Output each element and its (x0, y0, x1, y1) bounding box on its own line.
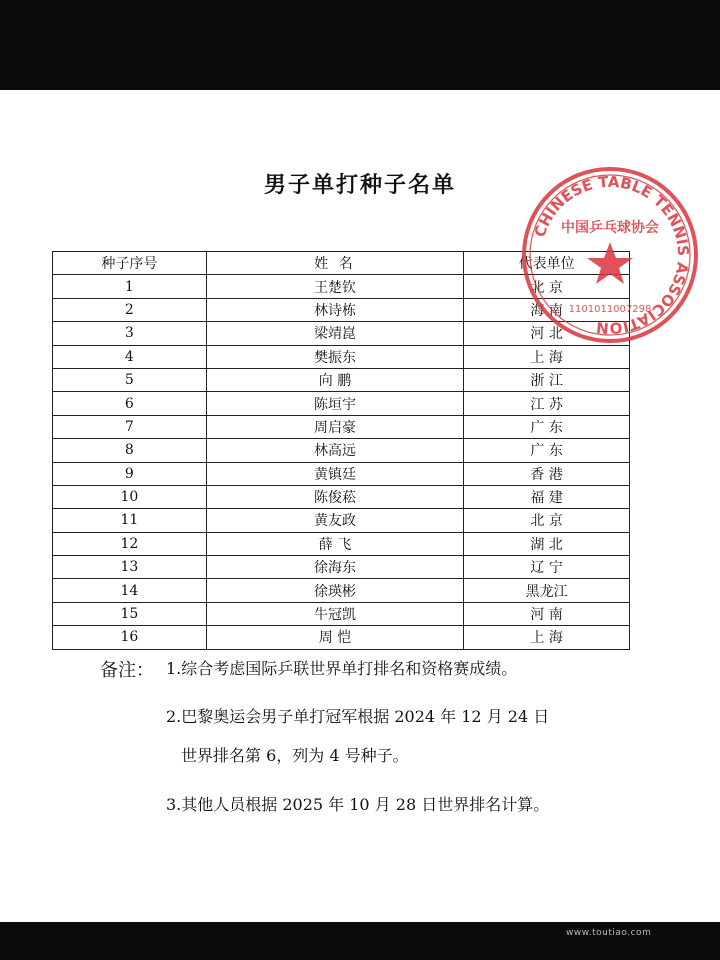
cell-seed-number: 11 (53, 509, 207, 532)
cell-unit: 北 京 (464, 275, 630, 298)
table-row (53, 509, 630, 532)
table-row (53, 626, 630, 649)
table-row (53, 392, 630, 415)
table-header-row (53, 252, 630, 275)
cell-seed-number: 5 (53, 368, 207, 391)
cell-seed-number: 1 (53, 275, 207, 298)
document-title: 男子单打种子名单 (263, 172, 456, 198)
cell-seed-number: 9 (53, 462, 207, 485)
stamp-code: 1101011007298 (568, 304, 652, 315)
cell-unit: 香 港 (464, 462, 630, 485)
table-row (53, 439, 630, 462)
cell-seed-number: 15 (53, 602, 207, 625)
table-body (53, 275, 630, 649)
cell-seed-number: 8 (53, 439, 207, 462)
cell-unit: 北 京 (464, 509, 630, 532)
cell-seed-number: 12 (53, 532, 207, 555)
table-row (53, 415, 630, 438)
cell-seed-number: 2 (53, 298, 207, 321)
table-row (53, 462, 630, 485)
cell-player-name: 陈俊菘 (206, 485, 464, 508)
watermark-text: www.toutiao.com (566, 928, 652, 938)
cell-unit: 浙 江 (464, 368, 630, 391)
cell-seed-number: 10 (53, 485, 207, 508)
cell-seed-number: 13 (53, 556, 207, 579)
cell-unit: 辽 宁 (464, 556, 630, 579)
table-row (53, 322, 630, 345)
cell-player-name: 薛 飞 (206, 532, 464, 555)
notes-label: 备注： (100, 660, 154, 681)
header-name: 姓 名 (206, 252, 464, 275)
table-row (53, 579, 630, 602)
note-item-2: 2.巴黎奥运会男子单打冠军根据 2024 年 12 月 24 日 (166, 707, 550, 726)
header-seed-number: 种子序号 (53, 252, 207, 275)
cell-player-name: 林高远 (206, 439, 464, 462)
table-row (53, 485, 630, 508)
cell-seed-number: 6 (53, 392, 207, 415)
table-row (53, 556, 630, 579)
cell-unit: 上 海 (464, 345, 630, 368)
cell-player-name: 梁靖崑 (206, 322, 464, 345)
cell-unit: 海 南 (464, 298, 630, 321)
cell-player-name: 黄镇廷 (206, 462, 464, 485)
cell-player-name: 牛冠凯 (206, 602, 464, 625)
cell-player-name: 徐海东 (206, 556, 464, 579)
cell-unit: 河 北 (464, 322, 630, 345)
cell-unit: 江 苏 (464, 392, 630, 415)
note-item-2-continued: 世界排名第 6，列为 4 号种子。 (181, 746, 409, 765)
cell-seed-number: 7 (53, 415, 207, 438)
table-row (53, 368, 630, 391)
cell-player-name: 周启豪 (206, 415, 464, 438)
cell-unit: 广 东 (464, 415, 630, 438)
table-row (53, 275, 630, 298)
cell-seed-number: 4 (53, 345, 207, 368)
cell-player-name: 向 鹏 (206, 368, 464, 391)
cell-seed-number: 16 (53, 626, 207, 649)
table-row (53, 345, 630, 368)
top-black-bar (0, 0, 720, 90)
cell-unit: 河 南 (464, 602, 630, 625)
cell-player-name: 周 恺 (206, 626, 464, 649)
cell-player-name: 徐瑛彬 (206, 579, 464, 602)
cell-player-name: 黄友政 (206, 509, 464, 532)
cell-unit: 广 东 (464, 439, 630, 462)
cell-unit: 上 海 (464, 626, 630, 649)
cell-unit: 福 建 (464, 485, 630, 508)
note-item-1: 1.综合考虑国际乒联世界单打排名和资格赛成绩。 (166, 659, 518, 678)
cell-player-name: 樊振东 (206, 345, 464, 368)
cell-seed-number: 14 (53, 579, 207, 602)
stamp-chinese-text: 中国乒乓球协会 (561, 220, 659, 236)
stamp-ring-text: CHINESE TABLE TENNIS ASSOCIATION (530, 172, 693, 338)
cell-player-name: 林诗栋 (206, 298, 464, 321)
header-unit: 代表单位 (464, 252, 630, 275)
cell-unit: 湖 北 (464, 532, 630, 555)
cell-player-name: 王楚钦 (206, 275, 464, 298)
cell-player-name: 陈垣宇 (206, 392, 464, 415)
note-item-3: 3.其他人员根据 2025 年 10 月 28 日世界排名计算。 (166, 795, 550, 814)
cell-seed-number: 3 (53, 322, 207, 345)
cell-unit: 黑龙江 (464, 579, 630, 602)
table-row (53, 602, 630, 625)
table-row (53, 532, 630, 555)
table-row (53, 298, 630, 321)
seed-table (52, 251, 630, 650)
